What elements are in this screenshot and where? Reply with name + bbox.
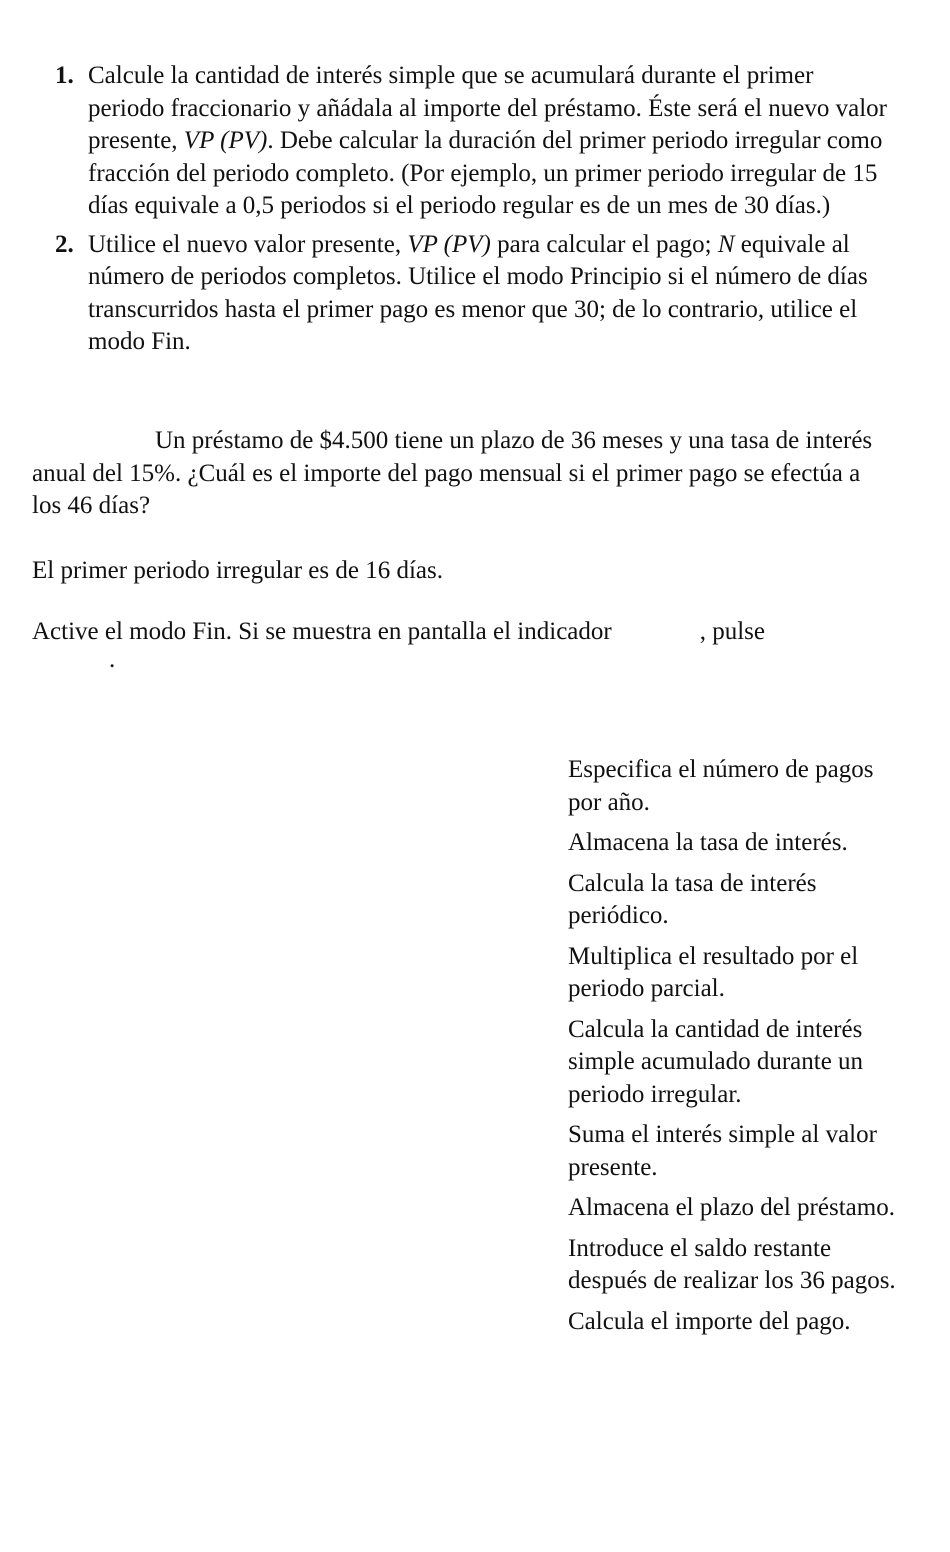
activate-mode-text [32,616,892,649]
description-item: Introduce el saldo restante después de realizar los 36 pagos. [568,1234,896,1294]
step-text-part: Calcule la cantidad de interés simple que se acumulará durante el primer periodo fraccionario y añádala al importe del préstamo. Éste será el nuevo valor presente, [88,62,887,154]
step-italic-term: VP (PV) [407,230,491,258]
description-item: Almacena la tasa de interés. [568,829,848,856]
description-item: Multiplica el resultado por el periodo parcial. [568,942,859,1002]
example-paragraph: Un préstamo de $4.500 tiene un plazo de 36 meses y una tasa de interés anual del 15%. ¿Cuál es el importe del pago mensual si el primer pago se efectúa a los 46 días? [32,427,873,519]
step-number: 2. [55,230,74,258]
step-text-part: . Debe calcular la duración del primer periodo irregular como fracción del periodo completo. (Por ejemplo, un primer periodo irregular de 15 días equivale a 0,5 periodos si el periodo regular es de un mes de 30 días.) [88,127,883,219]
step-italic-term: VP (PV) [183,127,268,154]
step-number: 1. [55,62,74,89]
description-item: Especifica el número de pagos por año. [568,756,874,816]
step-1 [0,60,893,223]
step-italic-term: N [717,230,735,258]
step-text [88,229,893,359]
step-text-part: para calcular el pago; [490,230,718,258]
step-text-part: Utilice el nuevo valor presente, [88,230,408,258]
description-item: Suma el interés simple al valor presente. [568,1121,877,1181]
step-text [88,60,893,223]
steps-list [0,60,950,365]
description-item: Calcula el importe del pago. [568,1307,851,1335]
step-2 [0,229,893,359]
keystroke-descriptions [568,754,908,1346]
activate-text-after: , pulse [699,618,765,645]
step-text-part: equivale al número de periodos completos. Utilice el modo Principio si el número de días transcurridos hasta el primer pago es menor que 30; de lo contrario, utilice el modo Fin. [88,230,868,355]
keystroke-dot: . [109,646,116,673]
activate-text-before: Active el modo Fin. Si se muestra en pantalla el indicador [32,618,612,645]
description-item: Almacena el plazo del préstamo. [568,1194,895,1221]
description-item: Calcula la tasa de interés periódico. [568,869,817,929]
description-item: Calcula la cantidad de interés simple acumulado durante un periodo irregular. [568,1015,864,1108]
irregular-period-text: El primer periodo irregular es de 16 días. [32,557,443,584]
